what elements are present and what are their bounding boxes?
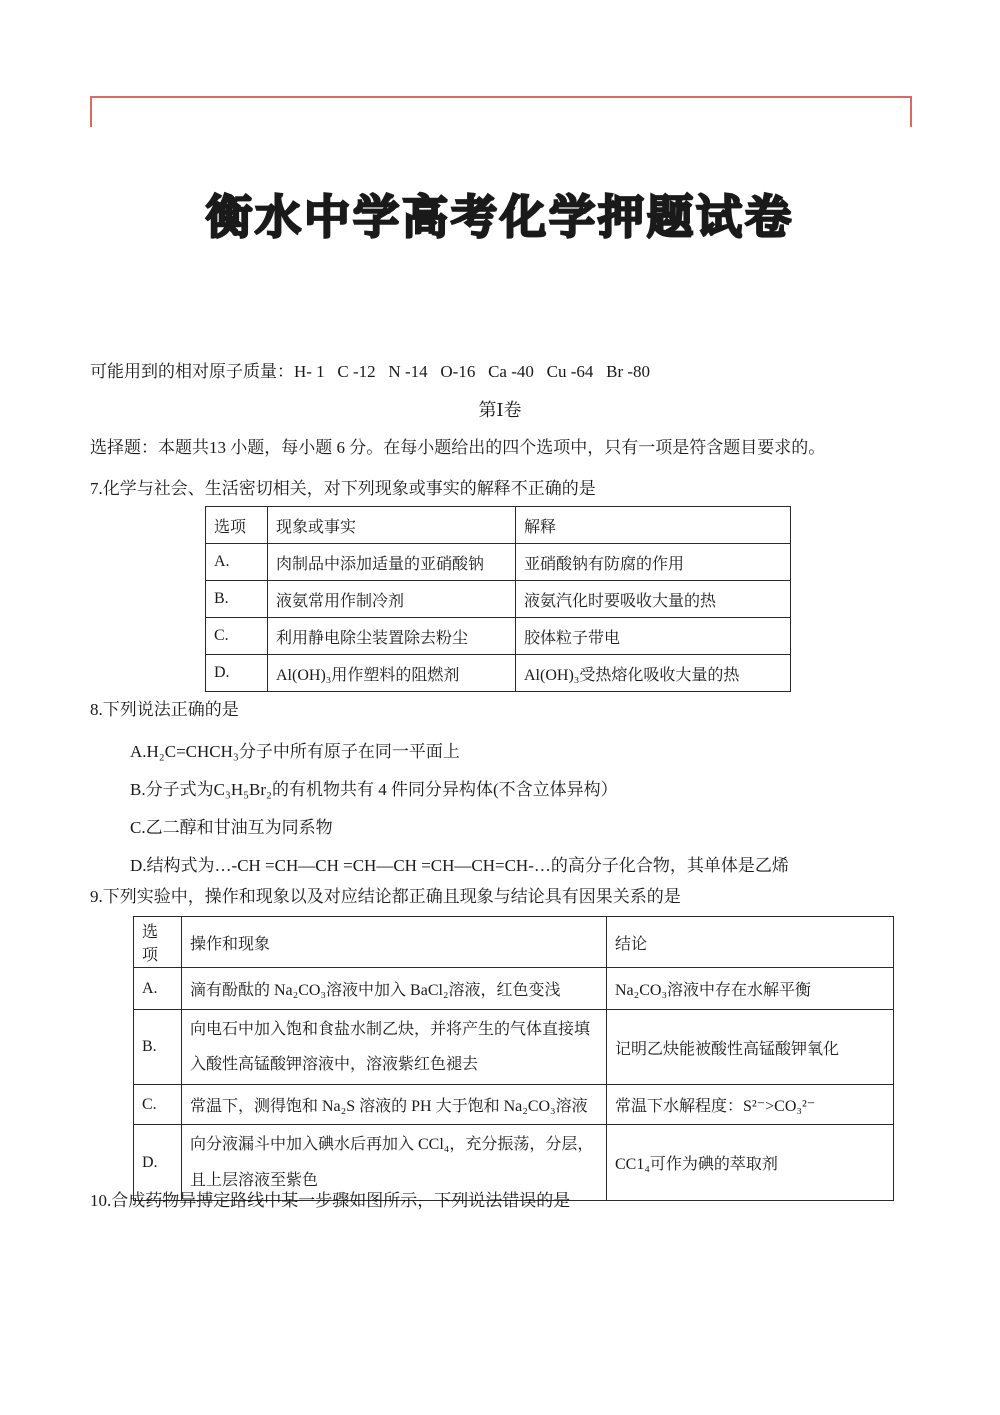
- q7-cell-explanation-c: 胶体粒子带电: [516, 618, 791, 655]
- question-9-table: [133, 916, 894, 1201]
- q9-cell-conclusion-b: 记明乙炔能被酸性高锰酸钾氧化: [607, 1010, 894, 1085]
- q7-cell-label-d: D.: [206, 655, 268, 692]
- q9-cell-conclusion-d: CC1₄可作为碘的萃取剂: [607, 1125, 894, 1200]
- q9-cell-label-a: A.: [134, 968, 182, 1010]
- q9-row-c: [134, 1085, 894, 1125]
- q9-cell-conclusion-c: 常温下水解程度：S²⁻>CO₃²⁻: [607, 1085, 894, 1125]
- q7-row-d: [206, 655, 791, 692]
- q9-row-b: [134, 1010, 894, 1085]
- q7-cell-label-b: B.: [206, 581, 268, 618]
- q7-header-explanation: 解释: [516, 507, 791, 544]
- question-7-table: [205, 506, 791, 692]
- q7-header-phenomenon: 现象或事实: [268, 507, 516, 544]
- q8-option-d: D.结构式为…-CH =CH—CH =CH—CH =CH—CH=CH-…的高分子化合物，其单体是乙烯: [130, 856, 789, 875]
- q7-header-row: [206, 507, 791, 544]
- q7-cell-explanation-a: 亚硝酸钠有防腐的作用: [516, 544, 791, 581]
- q7-cell-phenomenon-b: 液氨常用作制冷剂: [268, 581, 516, 618]
- q7-cell-phenomenon-d: Al(OH)₃用作塑料的阻燃剂: [268, 655, 516, 692]
- question-9-stem: 9.下列实验中，操作和现象以及对应结论都正确且现象与结论具有因果关系的是: [90, 887, 681, 906]
- q7-cell-phenomenon-c: 利用静电除尘装置除去粉尘: [268, 618, 516, 655]
- q7-row-a: [206, 544, 791, 581]
- q7-row-b: [206, 581, 791, 618]
- q9-header-row: [134, 917, 894, 968]
- q8-option-c: C.乙二醇和甘油互为同系物: [130, 818, 333, 837]
- red-frame-border: [90, 96, 912, 127]
- q9-cell-conclusion-a: Na₂CO₃溶液中存在水解平衡: [607, 968, 894, 1010]
- q9-cell-label-b: B.: [134, 1010, 182, 1085]
- q9-cell-operation-a: 滴有酚酞的 Na₂CO₃溶液中加入 BaCl₂溶液，红色变浅: [182, 968, 607, 1010]
- q7-header-option: 选项: [206, 507, 268, 544]
- q9-cell-operation-d: 向分液漏斗中加入碘水后再加入 CCl₄，充分振荡，分层，且上层溶液至紫色: [182, 1125, 607, 1200]
- choice-instructions: 选择题：本题共13 小题，每小题 6 分。在每小题给出的四个选项中，只有一项是符含题目要求的。: [90, 438, 826, 457]
- q9-header-option: 选项: [134, 917, 182, 968]
- q9-header-operation: 操作和现象: [182, 917, 607, 968]
- exam-title: 衡水中学高考化学押题试卷: [206, 191, 794, 243]
- q9-cell-label-c: C.: [134, 1085, 182, 1125]
- q7-cell-explanation-d: Al(OH)₃受热熔化吸收大量的热: [516, 655, 791, 692]
- q7-cell-label-a: A.: [206, 544, 268, 581]
- question-7-stem: 7.化学与社会、生活密切相关，对下列现象或事实的解释不正确的是: [90, 479, 596, 498]
- q9-cell-label-d: D.: [134, 1125, 182, 1200]
- question-8-stem: 8.下列说法正确的是: [90, 700, 239, 719]
- atomic-mass-line: 可能用到的相对原子质量：H- 1 C -12 N -14 O-16 Ca -40 Cu -64 Br -80: [90, 362, 651, 381]
- question-10-stem: 10.合成药物异搏定路线中某一步骤如图所示，下列说法错误的是: [90, 1191, 571, 1210]
- section-heading: 第Ⅰ卷: [478, 400, 522, 420]
- q9-cell-operation-c: 常温下，测得饱和 Na₂S 溶液的 PH 大于饱和 Na₂CO₃溶液: [182, 1085, 607, 1125]
- q8-option-a: A.H₂C=CHCH₃分子中所有原子在同一平面上: [130, 742, 460, 761]
- q7-cell-explanation-b: 液氨汽化时要吸收大量的热: [516, 581, 791, 618]
- q7-row-c: [206, 618, 791, 655]
- q9-cell-operation-b: 向电石中加入饱和食盐水制乙炔，并将产生的气体直接填入酸性高锰酸钾溶液中，溶液紫红色褪去: [182, 1010, 607, 1085]
- q9-header-conclusion: 结论: [607, 917, 894, 968]
- q8-option-b: B.分子式为C₃H₅Br₂的有机物共有 4 件同分异构体(不含立体异构）: [130, 780, 618, 799]
- q7-cell-phenomenon-a: 肉制品中添加适量的亚硝酸钠: [268, 544, 516, 581]
- q7-cell-label-c: C.: [206, 618, 268, 655]
- q9-row-a: [134, 968, 894, 1010]
